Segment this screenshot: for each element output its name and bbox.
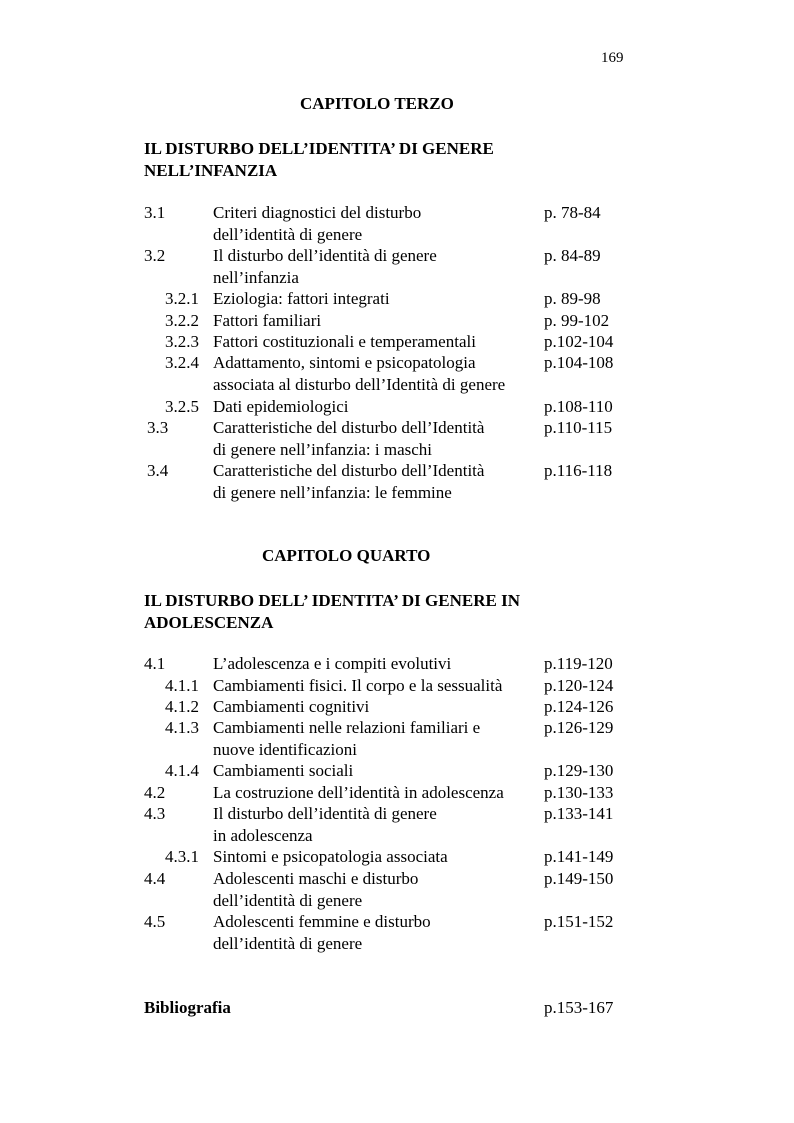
toc-number: 4.5: [144, 912, 166, 931]
toc-page: p. 78-84: [544, 203, 601, 222]
toc-number: 3.2.1: [165, 289, 199, 308]
page-number: 169: [601, 50, 624, 66]
toc-entry-line: Caratteristiche del disturbo dell’Identità: [213, 418, 485, 437]
toc-entry-text: [213, 718, 480, 760]
chapter-3-title-line-2: NELL’INFANZIA: [144, 161, 278, 180]
toc-entry-line: dell’identità di genere: [213, 225, 363, 244]
toc-entry-line: di genere nell’infanzia: le femmine: [213, 483, 452, 502]
toc-entry-text: [213, 289, 390, 309]
toc-page: p.130-133: [544, 783, 614, 802]
toc-entry-line: Cambiamenti sociali: [213, 761, 354, 780]
toc-entry-line: Cambiamenti nelle relazioni familiari e: [213, 718, 481, 737]
toc-entry-line: Criteri diagnostici del disturbo: [213, 203, 422, 222]
toc-number: 4.1.4: [165, 761, 199, 780]
toc-entry-line: Adolescenti femmine e disturbo: [213, 912, 431, 931]
toc-number: 3.2.5: [165, 397, 199, 416]
chapter-4-title: [144, 590, 520, 634]
toc-entry-line: Caratteristiche del disturbo dell’Identità: [213, 461, 485, 480]
toc-entry-line: Cambiamenti cognitivi: [213, 697, 370, 716]
toc-entry-line: Il disturbo dell’identità di genere: [213, 246, 437, 265]
toc-entry-text: [213, 761, 353, 781]
toc-page: p. 89-98: [544, 289, 601, 308]
toc-number: 3.4: [147, 461, 169, 480]
chapter-4-title-line-2: ADOLESCENZA: [144, 613, 274, 632]
toc-entry-text: [213, 418, 484, 460]
toc-number: 4.1.2: [165, 697, 199, 716]
toc-page: p.119-120: [544, 654, 613, 673]
toc-entry-line: Adolescenti maschi e disturbo: [213, 869, 419, 888]
toc-page: p.149-150: [544, 869, 614, 888]
chapter-3-title: [144, 138, 494, 182]
toc-page: p.126-129: [544, 718, 614, 737]
toc-page: p.102-104: [544, 332, 614, 351]
toc-number: 3.1: [144, 203, 166, 222]
toc-entry-line: Sintomi e psicopatologia associata: [213, 847, 448, 866]
toc-page: p.116-118: [544, 461, 613, 480]
toc-page: p.124-126: [544, 697, 614, 716]
toc-entry-line: nell’infanzia: [213, 268, 299, 287]
toc-entry-line: dell’identità di genere: [213, 891, 363, 910]
toc-entry-line: nuove identificazioni: [213, 740, 357, 759]
toc-page: p. 99-102: [544, 311, 610, 330]
toc-number: 4.1: [144, 654, 166, 673]
toc-number: 3.2.4: [165, 353, 199, 372]
toc-number: 4.1.3: [165, 718, 199, 737]
toc-entry-text: [213, 397, 349, 417]
toc-number: 3.2: [144, 246, 166, 265]
toc-entry-text: [213, 847, 448, 867]
toc-number: 3.3: [147, 418, 169, 437]
toc-entry-line: Eziologia: fattori integrati: [213, 289, 390, 308]
toc-entry-text: [213, 676, 502, 696]
toc-entry-text: [213, 783, 504, 803]
toc-entry-text: [213, 332, 476, 352]
toc-number: 4.2: [144, 783, 166, 802]
toc-entry-text: [213, 697, 369, 717]
toc-page: p.151-152: [544, 912, 614, 931]
toc-entry-text: [213, 654, 451, 674]
toc-page: p.141-149: [544, 847, 614, 866]
bibliography-page: p.153-167: [544, 998, 614, 1017]
toc-entry-line: L’adolescenza e i compiti evolutivi: [213, 654, 452, 673]
toc-page: p.110-115: [544, 418, 613, 437]
chapter-4-title-line-1: IL DISTURBO DELL’ IDENTITA’ DI GENERE IN: [144, 591, 520, 610]
toc-entry-line: dell’identità di genere: [213, 934, 363, 953]
toc-entry-line: Adattamento, sintomi e psicopatologia: [213, 353, 476, 372]
toc-page: p.104-108: [544, 353, 614, 372]
toc-entry-text: [213, 869, 418, 911]
toc-entry-text: [213, 311, 321, 331]
toc-entry-text: [213, 203, 421, 245]
toc-entry-line: Il disturbo dell’identità di genere: [213, 804, 437, 823]
chapter-3-heading: CAPITOLO TERZO: [300, 94, 454, 113]
toc-page: p.108-110: [544, 397, 613, 416]
toc-page: p. 84-89: [544, 246, 601, 265]
chapter-3-title-line-1: IL DISTURBO DELL’IDENTITA’ DI GENERE: [144, 139, 494, 158]
toc-entry-line: Fattori costituzionali e temperamentali: [213, 332, 476, 351]
toc-number: 4.1.1: [165, 676, 199, 695]
toc-entry-line: di genere nell’infanzia: i maschi: [213, 440, 433, 459]
toc-entry-line: Fattori familiari: [213, 311, 322, 330]
toc-page: p.120-124: [544, 676, 614, 695]
toc-entry-text: [213, 461, 484, 503]
toc-number: 4.3: [144, 804, 166, 823]
toc-page: p.129-130: [544, 761, 614, 780]
chapter-4-heading: CAPITOLO QUARTO: [262, 546, 431, 565]
toc-page: p.133-141: [544, 804, 614, 823]
bibliography-label: Bibliografia: [144, 998, 231, 1017]
toc-entry-line: Cambiamenti fisici. Il corpo e la sessualità: [213, 676, 503, 695]
toc-entry-line: associata al disturbo dell’Identità di genere: [213, 375, 506, 394]
toc-entry-text: [213, 912, 431, 954]
toc-number: 4.4: [144, 869, 166, 888]
toc-entry-line: Dati epidemiologici: [213, 397, 349, 416]
toc-number: 3.2.3: [165, 332, 199, 351]
toc-entry-text: [213, 804, 437, 846]
toc-number: 3.2.2: [165, 311, 199, 330]
toc-number: 4.3.1: [165, 847, 199, 866]
toc-entry-line: in adolescenza: [213, 826, 313, 845]
toc-entry-text: [213, 246, 437, 288]
toc-entry-text: [213, 353, 505, 395]
toc-entry-line: La costruzione dell’identità in adolescenza: [213, 783, 504, 802]
